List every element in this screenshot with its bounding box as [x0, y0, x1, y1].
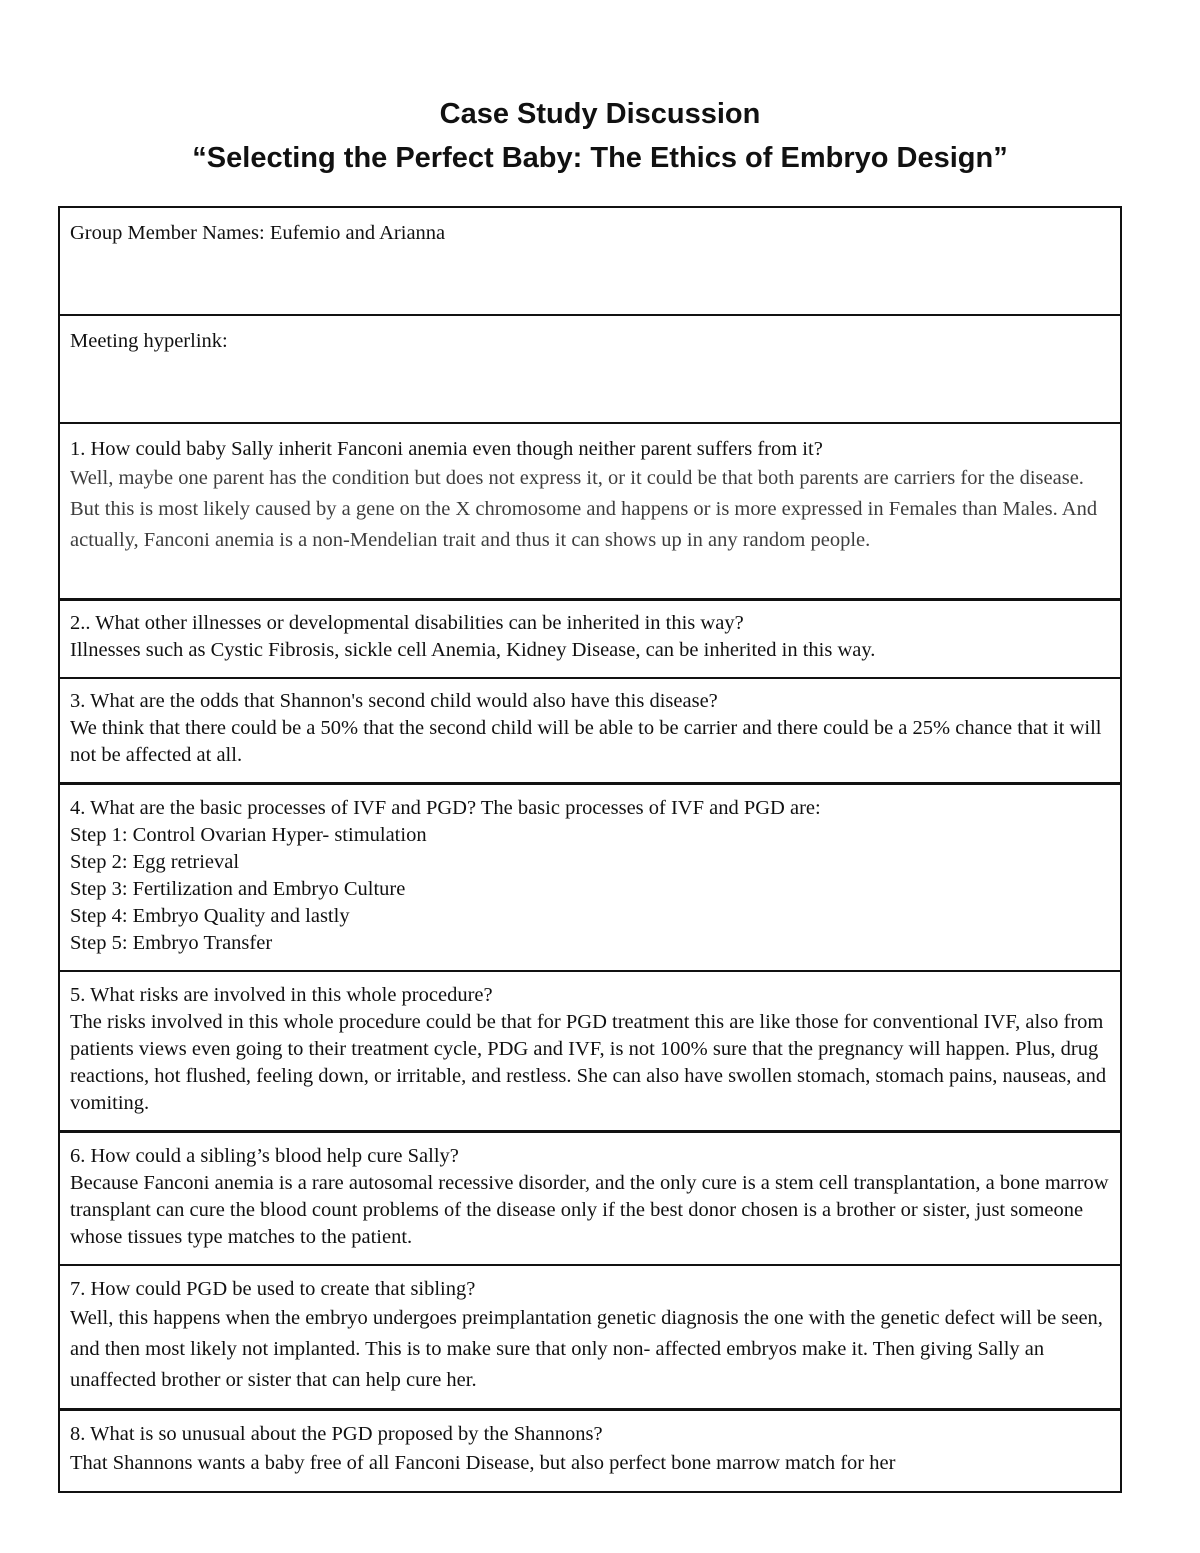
- question-5: 5. What risks are involved in this whole procedure?: [70, 984, 493, 1006]
- question-cell-8: [59, 1410, 1121, 1493]
- meeting-hyperlink-label: Meeting hyperlink:: [70, 330, 228, 352]
- question-8: 8. What is so unusual about the PGD proposed by the Shannons?: [70, 1423, 603, 1445]
- discussion-table: [58, 206, 1122, 1493]
- document-title: Case Study Discussion: [439, 98, 761, 130]
- answer-5: The risks involved in this whole procedure could be that for PGD treatment this are like those for conventional IVF, also from patients views even going to their treatment cycle, PDG and IVF, is not 100% sure that the pregnancy will happen. Plus, drug reactions, hot flushed, feeling down, or irritable, and restless. She can also have swollen stomach, stomach pains, nauseas, and vomiting.: [70, 1011, 1107, 1114]
- meeting-row: [59, 315, 1121, 423]
- answer-3: We think that there could be a 50% that the second child will be able to be carrier and there could be a 25% chance that it will not be affected at all.: [70, 717, 1102, 766]
- question-cell-2: [59, 600, 1121, 679]
- answer-6: Because Fanconi anemia is a rare autosomal recessive disorder, and the only cure is a stem cell transplantation, a bone marrow transplant can cure the blood count problems of the disease only if the best donor chosen is a brother or sister, just someone whose tissues type matches to the patient.: [70, 1172, 1109, 1248]
- answer-1: Well, maybe one parent has the condition but does not express it, or it could be that both parents are carriers for the disease. But this is most likely caused by a gene on the X chromosome and happens or is more expressed in Females than Males. And actually, Fanconi anemia is a non-Mendelian trait and thus it can shows up in any random people.: [70, 467, 1098, 551]
- question-row-1: [59, 423, 1121, 600]
- question-3: 3. What are the odds that Shannon's second child would also have this disease?: [70, 690, 718, 712]
- question-row-7: [59, 1265, 1121, 1410]
- question-7: 7. How could PGD be used to create that sibling?: [70, 1278, 476, 1300]
- group-cell: [59, 207, 1121, 315]
- group-row: [59, 207, 1121, 315]
- answer-8: That Shannons wants a baby free of all Fanconi Disease, but also perfect bone marrow match for her: [70, 1452, 896, 1474]
- question-row-3: [59, 678, 1121, 784]
- question-row-6: [59, 1132, 1121, 1266]
- question-row-5: [59, 971, 1121, 1132]
- meeting-cell: [59, 315, 1121, 423]
- question-1: 1. How could baby Sally inherit Fanconi anemia even though neither parent suffers from it?: [70, 438, 823, 460]
- answer-2: Illnesses such as Cystic Fibrosis, sickle cell Anemia, Kidney Disease, can be inherited in this way.: [70, 639, 876, 661]
- step-2: Step 2: Egg retrieval: [70, 851, 240, 873]
- question-cell-5: [59, 971, 1121, 1132]
- question-cell-7: [59, 1265, 1121, 1410]
- step-5: Step 5: Embryo Transfer: [70, 932, 273, 954]
- question-6: 6. How could a sibling’s blood help cure Sally?: [70, 1145, 459, 1167]
- question-4: 4. What are the basic processes of IVF and PGD? The basic processes of IVF and PGD are:: [70, 797, 821, 819]
- question-cell-1: [59, 423, 1121, 600]
- question-2: 2.. What other illnesses or developmental disabilities can be inherited in this way?: [70, 612, 744, 634]
- question-cell-3: [59, 678, 1121, 784]
- document-header: [0, 92, 1200, 180]
- step-3: Step 3: Fertilization and Embryo Culture: [70, 878, 406, 900]
- step-4: Step 4: Embryo Quality and lastly: [70, 905, 350, 927]
- answer-7: Well, this happens when the embryo undergoes preimplantation genetic diagnosis the one with the genetic defect will be seen, and then most likely not implanted. This is to make sure that only non- affected embryos make it. Then giving Sally an unaffected brother or sister that can help cure her.: [70, 1307, 1103, 1391]
- document-subtitle: “Selecting the Perfect Baby: The Ethics of Embryo Design”: [192, 142, 1008, 174]
- question-cell-4: [59, 784, 1121, 972]
- question-row-8: [59, 1410, 1121, 1493]
- step-1: Step 1: Control Ovarian Hyper- stimulation: [70, 824, 427, 846]
- question-row-2: [59, 600, 1121, 679]
- question-row-4: [59, 784, 1121, 972]
- question-cell-6: [59, 1132, 1121, 1266]
- group-member-names: Group Member Names: Eufemio and Arianna: [70, 222, 446, 244]
